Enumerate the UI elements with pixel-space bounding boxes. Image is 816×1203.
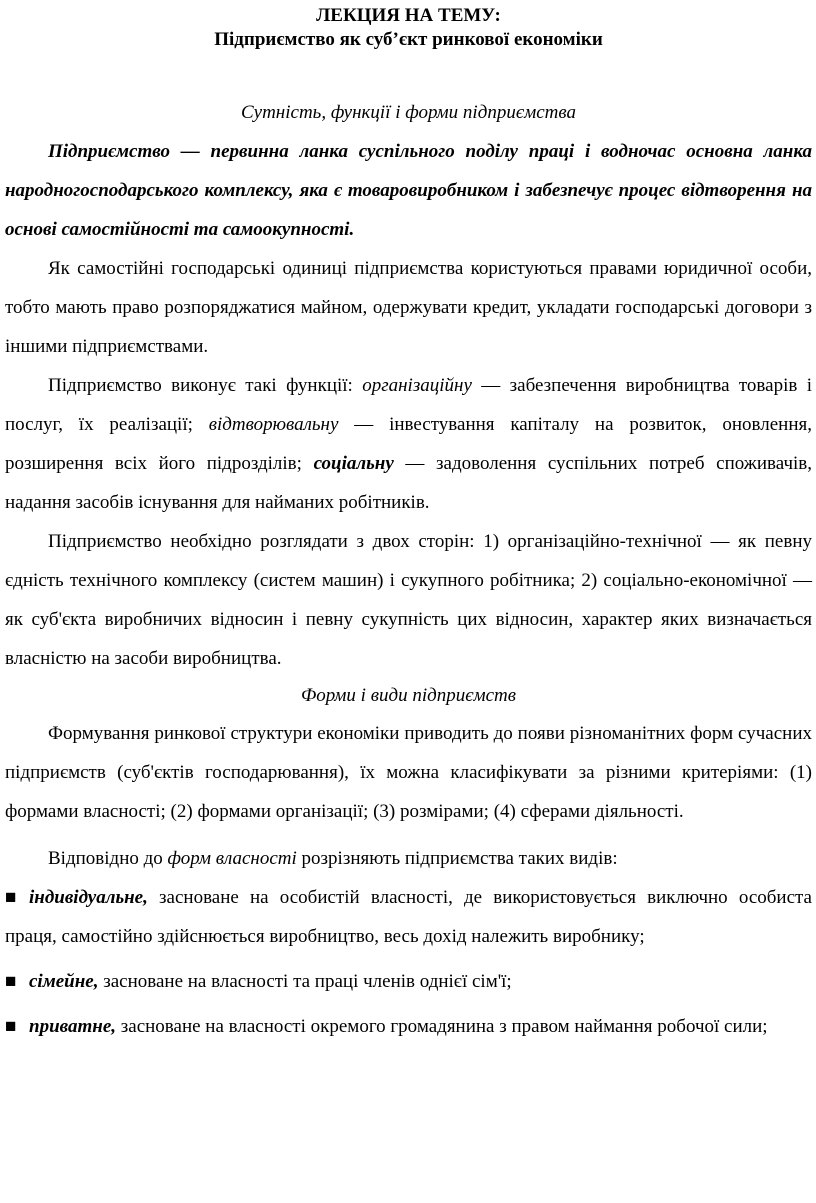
- document-subtitle: Підприємство як суб’єкт ринкової економіки: [214, 29, 603, 50]
- function-social-text: — задоволення суспільних потреб споживачів, надання засобів існування для найманих робітників.: [5, 453, 813, 513]
- ownership-before: Відповідно до: [48, 848, 168, 869]
- definition-paragraph: Підприємство — первинна ланка суспільного поділу праці і водночас основна ланка народногосподарського комплексу, яка є товаровиробником і забезпечує процес відтворення на основі самостійності та самоокупності.: [5, 141, 812, 240]
- ownership-paragraph: [5, 839, 812, 878]
- spacer: [5, 125, 812, 132]
- functions-intro: Підприємство виконує такі функції:: [48, 375, 363, 396]
- function-reproductive-text: — інвестування капіталу на розвиток, оновлення, розширення всіх його підрозділів;: [5, 414, 812, 474]
- ownership-after: розрізняють підприємства таких видів:: [296, 848, 618, 869]
- ownership-term: форм власності: [167, 848, 297, 869]
- list-item-text: засноване на власності та праці членів однієї сім'ї;: [98, 971, 512, 992]
- rights-paragraph: Як самостійні господарські одиниці підприємства користуються правами юридичної особи, тобто мають право розпоряджатися майном, одержувати кредит, укладати господарські договори з іншими підприємствами.: [5, 258, 812, 357]
- bullet-icon: ■: [5, 887, 17, 908]
- list-item-family: [5, 962, 812, 1001]
- bullet-icon: ■: [5, 1016, 17, 1037]
- section-heading-forms: Форми і види підприємств: [300, 685, 517, 706]
- document-title: ЛЕКЦИЯ НА ТЕМУ:: [316, 5, 501, 26]
- document-page: [5, 0, 812, 1046]
- function-reproductive-term: відтворювальну: [208, 414, 339, 435]
- spacer: [5, 52, 812, 101]
- functions-paragraph: [5, 366, 812, 522]
- list-item-term: сімейне,: [29, 971, 99, 992]
- forms-paragraph: Формування ринкової структури економіки приводить до появи різноманітних форм сучасних підприємств (суб'єктів господарювання), їх можна класифікувати за різними критеріями: (1) формами власності; (2) формами організації; (3) розмірами; (4) сферами діяльності.: [5, 723, 812, 822]
- function-organizational-term: організаційну: [362, 375, 472, 396]
- list-item-private: [5, 1007, 812, 1046]
- list-item-text: засноване на особистій власності, де використовується виключно особиста праця, самостійно здійснюється виробництво, весь дохід належить виробнику;: [5, 887, 812, 947]
- list-item-individual: [5, 878, 812, 956]
- function-organizational-text: — забезпечення виробництва товарів і послуг, їх реалізації;: [5, 375, 812, 435]
- list-item-text: засноване на власності окремого громадянина з правом наймання робочої сили;: [116, 1016, 768, 1037]
- two-sides-paragraph: Підприємство необхідно розглядати з двох сторін: 1) організаційно-технічної — як певну єдність технічного комплексу (систем машин) і сукупного робітника; 2) соціально-економічної — як суб'єкта виробничих відносин і певну сукупність цих відносин, характер яких визначається власністю на засоби виробництва.: [5, 531, 812, 669]
- list-item-term: приватне,: [29, 1016, 117, 1037]
- function-social-term: соціальну: [313, 453, 394, 474]
- section-heading-essence: Сутність, функції і форми підприємства: [240, 102, 576, 123]
- list-item-term: індивідуальне,: [29, 887, 148, 908]
- bullet-icon: ■: [5, 971, 17, 992]
